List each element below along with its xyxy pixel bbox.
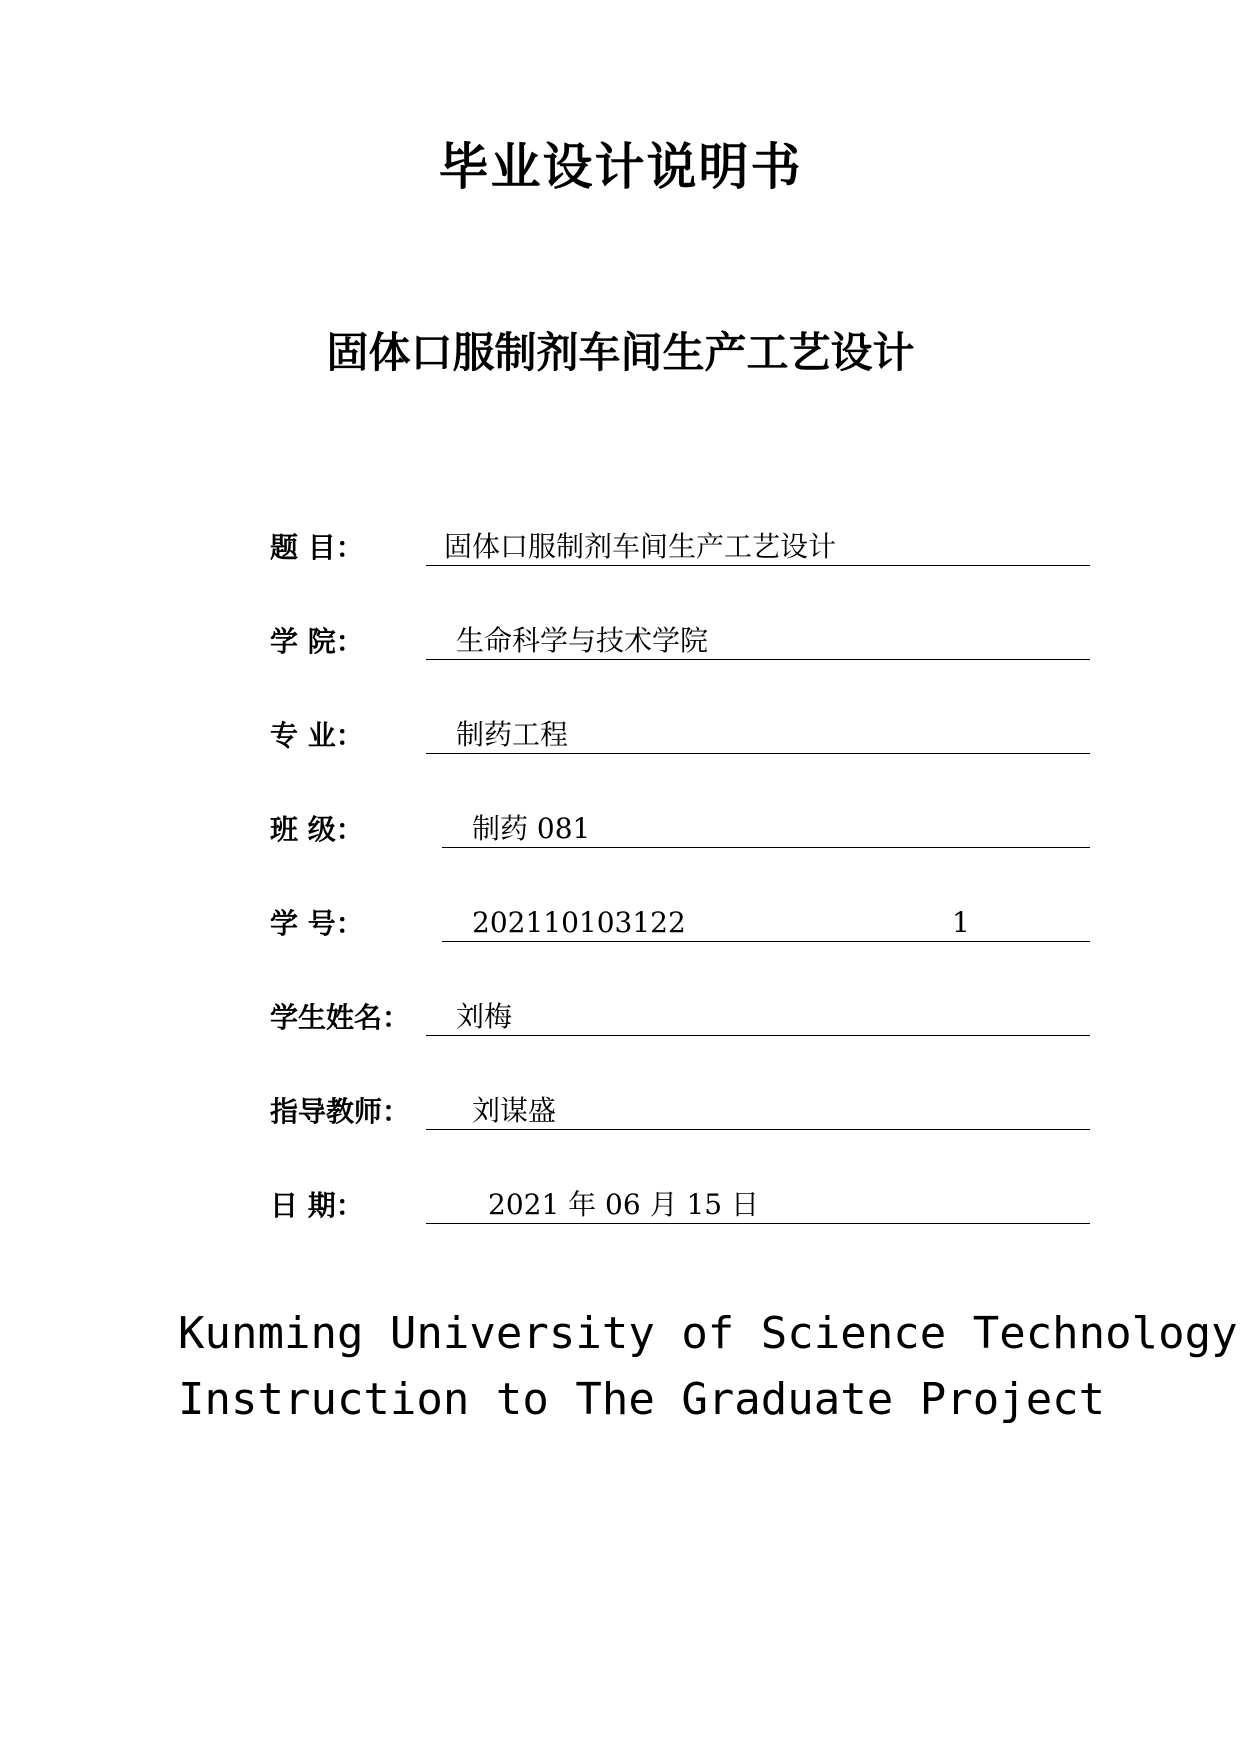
field-underline-student-id xyxy=(442,901,1090,942)
field-underline-topic xyxy=(426,525,1090,566)
english-title-line-2: Instruction to The Graduate Project xyxy=(178,1374,1106,1425)
field-label-major: 专 业： xyxy=(270,719,364,752)
field-date xyxy=(270,1184,1090,1224)
document-subtitle: 固体口服制剂车间生产工艺设计 xyxy=(326,328,915,377)
field-extra-student-id: 1 xyxy=(952,906,970,939)
field-student-name xyxy=(270,996,1090,1036)
field-underline-college xyxy=(426,619,1090,660)
field-value-topic: 固体口服制剂车间生产工艺设计 xyxy=(444,530,837,563)
field-underline-student-name xyxy=(426,995,1090,1036)
field-value-date: 2021 年 06 月 15 日 xyxy=(488,1188,760,1221)
field-college xyxy=(270,620,1090,660)
field-student-id xyxy=(270,902,1090,942)
field-label-topic: 题 目： xyxy=(270,531,364,564)
field-advisor xyxy=(270,1090,1090,1130)
document-title: 毕业设计说明书 xyxy=(438,137,803,196)
field-label-student-id: 学 号： xyxy=(270,907,364,940)
field-value-major: 制药工程 xyxy=(456,718,569,751)
field-underline-major xyxy=(426,713,1090,754)
field-underline-advisor xyxy=(426,1089,1090,1130)
field-label-student-name: 学生姓名： xyxy=(270,1001,411,1034)
field-value-class: 制药 081 xyxy=(472,812,591,845)
field-major xyxy=(270,714,1090,754)
field-value-student-id: 202110103122 xyxy=(472,906,686,939)
field-label-date: 日 期： xyxy=(270,1189,364,1222)
field-value-advisor: 刘谋盛 xyxy=(472,1094,557,1127)
field-underline-date xyxy=(426,1183,1090,1224)
english-title-line-1: Kunming University of Science Technology xyxy=(178,1308,1238,1359)
field-value-college: 生命科学与技术学院 xyxy=(456,624,709,657)
field-value-student-name: 刘梅 xyxy=(456,1000,513,1033)
field-class xyxy=(270,808,1090,848)
field-label-college: 学 院： xyxy=(270,625,364,658)
field-topic xyxy=(270,526,1090,566)
field-label-advisor: 指导教师： xyxy=(270,1095,411,1128)
field-label-class: 班 级： xyxy=(270,813,364,846)
field-underline-class xyxy=(442,807,1090,848)
